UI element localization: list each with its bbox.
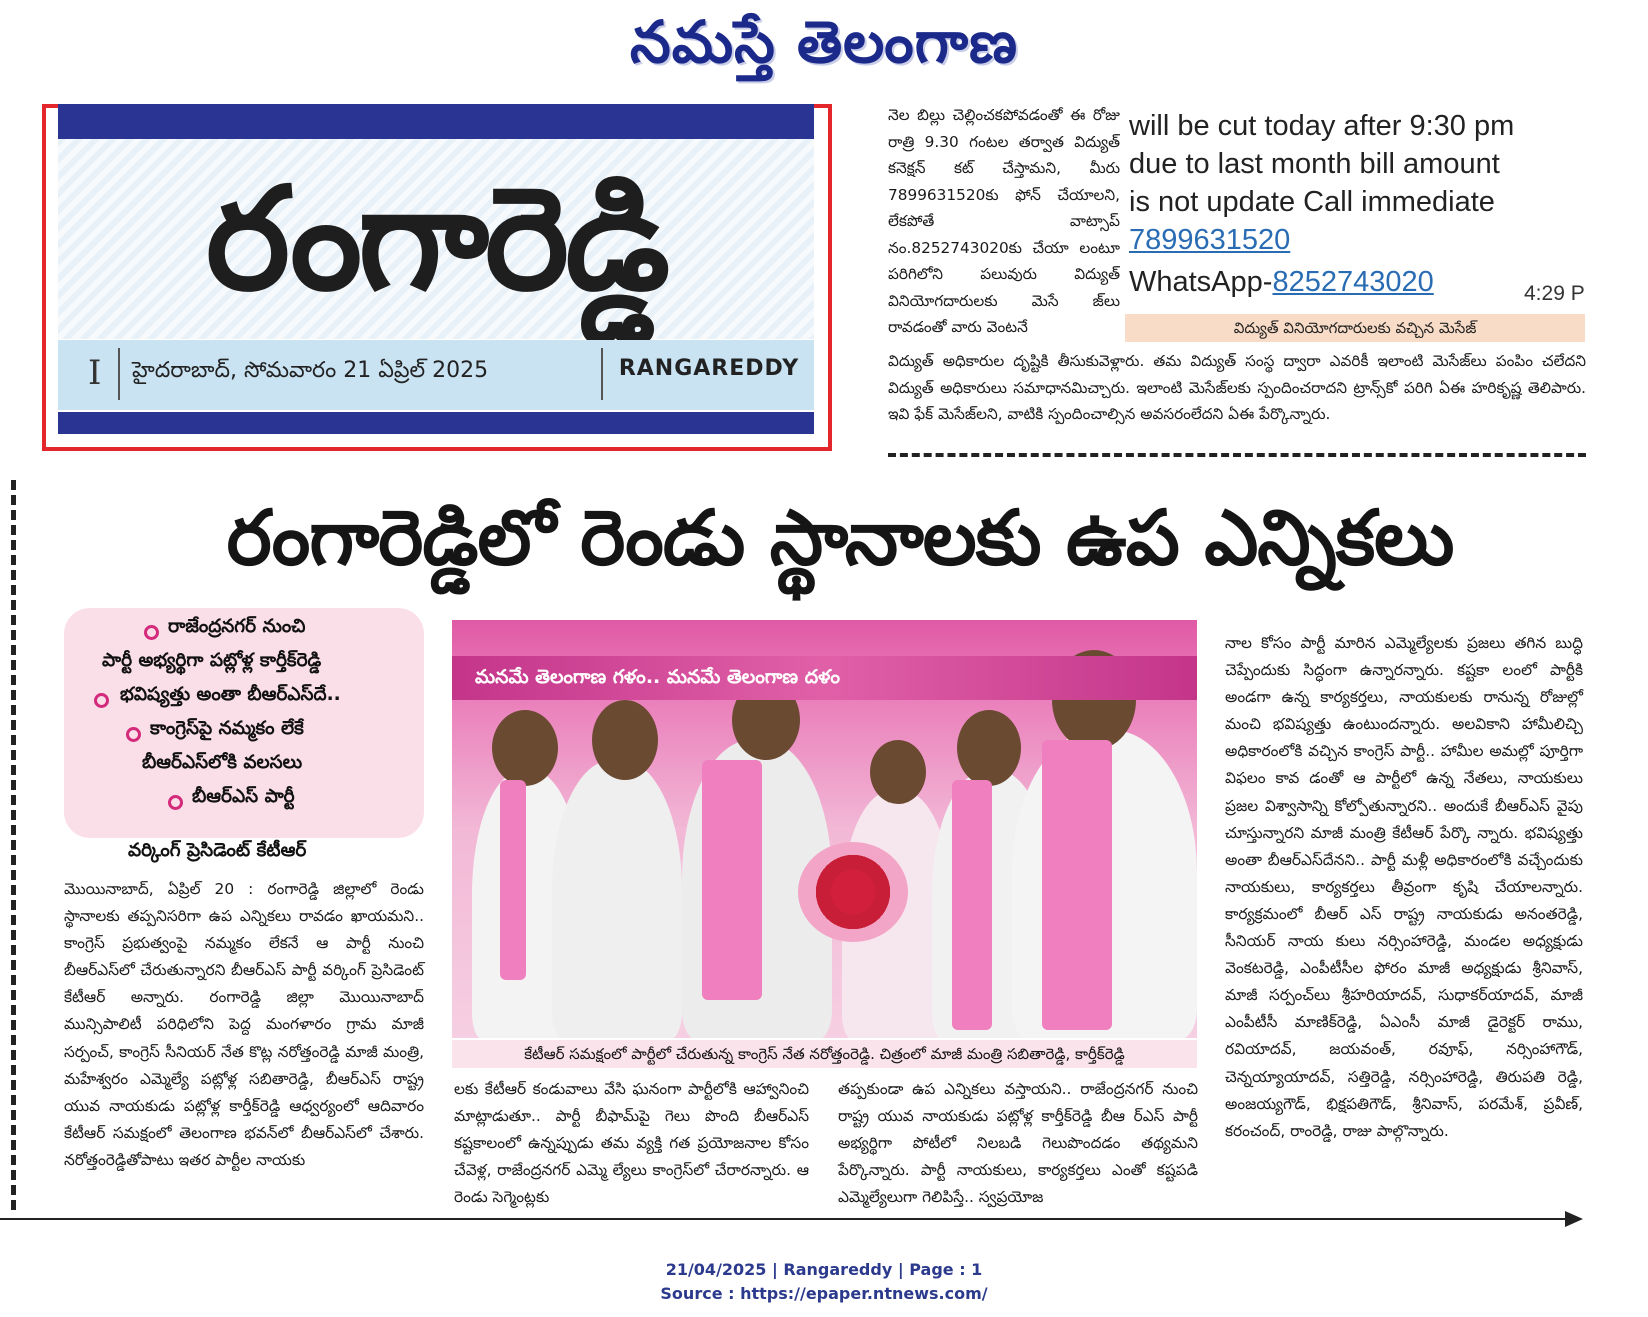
masthead-logo: నమస్తే తెలంగాణ (630, 8, 1018, 76)
screenshot-line: is not update Call immediate (1129, 186, 1495, 218)
photo-scarf (952, 780, 992, 1030)
article-column-4: నాల కోసం పార్టీ మారిన ఎమ్మెల్యేలకు ప్రజలు తగిన బుద్ధి చెప్పేందుకు సిద్ధంగా ఉన్నారన్నారు. కష్టకా లంలో పార్టీకి అండగా ఉన్న కార్యకర్తలు, నాయకులకు రానున్న రోజుల్లో మంచి భవిష్యత్తు ఉంటుందన్నారు. అలవికాని హామీలిచ్చి అధికారంలోకి వచ్చిన కాంగ్రెస్ పార్టీ.. హామీల అమల్లో పూర్తిగా విఫలం కావ డంతో ఆ పార్టీలో ఉన్న నేతలు, నాయకులు ప్రజల విశ్వాసాన్ని కోల్పోతున్నారని.. అందుకే బీఆర్‌ఎస్ వైపు చూస్తున్నారని మాజీ మంత్రి కేటీఆర్ పేర్కొ న్నారు. భవిష్యత్తు అంతా బీఆర్‌ఎస్‌దేనని.. పార్టీ మళ్లీ అధికారంలోకి వచ్చేందుకు నాయకులు, కార్యకర్తలు తీవ్రంగా కృషి చేయాలన్నారు. కార్యక్రమంలో బీఆర్ ఎస్ రాష్ట్ర నాయకుడు అనంతరెడ్డి, సీనియర్ నాయ కులు నర్సింహారెడ్డి, మండల అధ్యక్షుడు వెంకటరెడ్డి, ఎంపీటీసీల ఫోరం మాజీ అధ్యక్షుడు శ్రీనివాస్, మాజీ సర్పంచ్‌లు శ్రీహరియాదవ్, సుధాకర్‌యాదవ్, మాజీ ఎంపీటీసీ మాణిక్‌రెడ్డి, ఏఎంసీ మాజీ డైరెక్టర్ రాము, రవియాదవ్, జయవంత్, రవూఫ్, నర్సింహాగౌడ్, చెన్నయ్యాయాదవ్, సత్తిరెడ్డి, నర్సింహారెడ్డి, తిరుపతి రెడ్డి, అంజయ్యగౌడ్, భిక్షపతిగౌడ్, శ్రీనివాస్, పరమేశ్, ప్రవీణ్, కరంచంద్, రాంరెడ్డి, రాజు పాల్గొన్నారు. (1225, 634, 1583, 1140)
arrow-right-icon (1565, 1211, 1583, 1227)
edition-top-bar (58, 104, 814, 139)
edition-divider (118, 348, 120, 400)
screenshot-phone-link[interactable]: 7899631520 (1129, 224, 1291, 256)
highlight-line: బీఆర్‌ఎస్ పార్టీ (192, 786, 295, 807)
photo-person-head (592, 700, 658, 780)
bullet-icon (126, 727, 141, 742)
bouquet-image (798, 842, 908, 942)
edition-bottom-bar (58, 412, 814, 434)
screenshot-line: will be cut today after 9:30 pm (1129, 110, 1515, 142)
message-article-text: విద్యుత్ అధికారుల దృష్టికి తీసుకువెళ్లారు. తమ విద్యుత్ సంస్థ ద్వారా ఎవరికీ ఇలాంటి మెసేజ్‌లు పంపిం చలేదని విద్యుత్ అధికారులు సమాధానమిచ్చారు. ఇలాంటి మెసేజ్‌లకు స్పందించరాదని ట్రాన్స్‌కో పరిగి ఏఈ హరికృష్ణ తెలిపారు. ఇవి ఫేక్ మెసేజ్‌లని, వాటికి స్పందించాల్సిన అవసరంలేదని ఏఈ పేర్కొన్నారు. (888, 352, 1586, 423)
photo-person-head (870, 740, 926, 804)
article-column-3: తప్పకుండా ఉప ఎన్నికలు వస్తాయని.. రాజేంద్రనగర్ నుంచి రాష్ట్ర యువ నాయకుడు పట్లోళ్ల కార్తీక్‌రెడ్డి బీఆ ర్‌ఎస్ పార్టీ అభ్యర్థిగా పోటీలో నిలబడి గెలుపొందడం తథ్యమని పేర్కొన్నారు. పార్టీ నాయకులు, కార్యకర్తలు ఎంతో కష్టపడి ఎమ్మెల్యేలుగా గెలిపిస్తే.. స్వప్రయోజ (838, 1080, 1198, 1207)
highlight-line: భవిష్యత్తు అంతా బీఆర్‌ఎస్‌దే.. (120, 684, 341, 705)
article-column-1: మొయినాబాద్, ఏప్రిల్ 20 : రంగారెడ్డి జిల్లాలో రెండు స్థానాలకు తప్పనిసరిగా ఉప ఎన్నికలు రావడం ఖాయమని.. కాంగ్రెస్ ప్రభుత్వంపై నమ్మకం లేకనే ఆ పార్టీ నుంచి బీఆర్‌ఎస్‌లో చేరుతున్నారని బీఆర్‌ఎస్ పార్టీ వర్కింగ్ ప్రెసిడెంట్ కేటీఆర్ అన్నారు. రంగారెడ్డి జిల్లా మొయినాబాద్ మున్సిపాలిటీ పరిధిలోని పెద్ద మంగళారం గ్రామ మాజీ సర్పంచ్, కాంగ్రెస్ సీనియర్ నేత కొట్ల నరోత్తంరెడ్డి మాజీ మంత్రి, మహేశ్వరం ఎమ్మెల్యే పట్లోళ్ల సబితారెడ్డి, బీఆర్‌ఎస్ రాష్ట్ర యువ నాయకుడు పట్లోళ్ల కార్తీక్‌రెడ్డి ఆధ్వర్యంలో ఆదివారం కేటీఆర్ సమక్షంలో తెలంగాణ భవన్‌లో బీఆర్‌ఎస్‌లో చేశారు. నరోత్తంరెడ్డితోపాటు ఇతర పార్టీల నాయకు (64, 880, 424, 1169)
edition-name: RANGAREDDY (618, 356, 800, 381)
highlight-line: బీఆర్‌ఎస్‌లోకి వలసలు (142, 752, 303, 773)
dashed-cut-line (11, 480, 16, 1210)
bottom-rule (0, 1218, 1568, 1220)
bullet-icon (94, 693, 109, 708)
footer-page-info: 21/04/2025 | Rangareddy | Page : 1 (665, 1260, 983, 1279)
bullet-icon (144, 625, 159, 640)
article-column-2: లకు కేటీఆర్ కండువాలు వేసి ఘనంగా పార్టీలోకి ఆహ్వానించి మాట్లాడుతూ.. పార్టీ బీఫామ్‌పై గెలు పొంది బీఆర్‌ఎస్ కష్టకాలంలో ఉన్నప్పుడు తమ వ్యక్తి గత ప్రయోజనాల కోసం చేవెళ్ల, రాజేంద్రనగర్ ఎమ్మె ల్యేలు కాంగ్రెస్‌లో చేరారన్నారు. ఆ రెండు సెగ్మెంట్లకు (454, 1080, 809, 1207)
edition-divider (601, 348, 603, 400)
edition-date-line: హైదరాబాద్, సోమవారం 21 ఏప్రిల్ 2025 (132, 358, 489, 383)
footer-source-link[interactable]: Source : https://epaper.ntnews.com/ (660, 1284, 988, 1303)
highlight-line: రాజేంద్రనగర్ నుంచి (168, 616, 306, 637)
highlight-line: పార్టీ అభ్యర్థిగా పట్లోళ్ల కార్తీక్‌రెడ్డి (102, 650, 322, 671)
photo-person-head (492, 710, 558, 786)
photo-banner-text: మనమే తెలంగాణ గళం.. మనమే తెలంగాణ దళం (475, 666, 841, 688)
bullet-icon (168, 795, 183, 810)
screenshot-whatsapp-line (1129, 266, 1434, 299)
highlight-line: వర్కింగ్ ప్రెసిడెంట్ కేటీఆర్ (128, 840, 307, 861)
message-screenshot (1125, 100, 1585, 312)
main-headline: రంగారెడ్డిలో రెండు స్థానాలకు ఉప ఎన్నికలు (226, 493, 1454, 582)
photo-caption: కేటీఆర్ సమక్షంలో పార్టీలో చేరుతున్న కాంగ్రెస్ నేత నరోత్తంరెడ్డి. చిత్రంలో మాజీ మంత్రి సబితారెడ్డి, కార్తీక్‌రెడ్డి (452, 1040, 1197, 1068)
photo-scarf (500, 780, 526, 980)
highlights-box (64, 608, 424, 838)
edition-roman-numeral: I (88, 353, 102, 393)
screenshot-whatsapp-label: WhatsApp- (1129, 266, 1273, 298)
screenshot-line: due to last month bill amount (1129, 148, 1500, 180)
screenshot-whatsapp-link[interactable]: 8252743020 (1272, 266, 1434, 298)
photo-person (552, 760, 682, 1038)
highlight-line: కాంగ్రెస్‌పై నమ్మకం లేకే (150, 718, 304, 739)
message-article-column: నెల బిల్లు చెల్లించకపోవడంతో ఈ రోజు రాత్రి 9.30 గంటల తర్వాత విద్యుత్ కనెక్షన్ కట్ చేస్తామని, మీరు 7899631520కు ఫోన్ చేయాలని, లేకపోతే వాట్సాప్ నం.8252743020కు చేయా లంటూ పరిగిలోని పలువురు విద్యుత్ వినియోగదారులకు మెసే జ్‌లు రావడంతో వారు వెంటనే (888, 106, 1120, 336)
photo-scarf (1042, 740, 1112, 1030)
edition-title: రంగారెడ్డి (205, 157, 667, 322)
photo-scarf (702, 760, 762, 1000)
photo-person-head (957, 710, 1021, 786)
dashed-separator (888, 453, 1586, 457)
screenshot-caption: విద్యుత్ వినియోగదారులకు వచ్చిన మెసేజ్ (1125, 314, 1585, 342)
screenshot-timestamp: 4:29 P (1524, 282, 1585, 305)
